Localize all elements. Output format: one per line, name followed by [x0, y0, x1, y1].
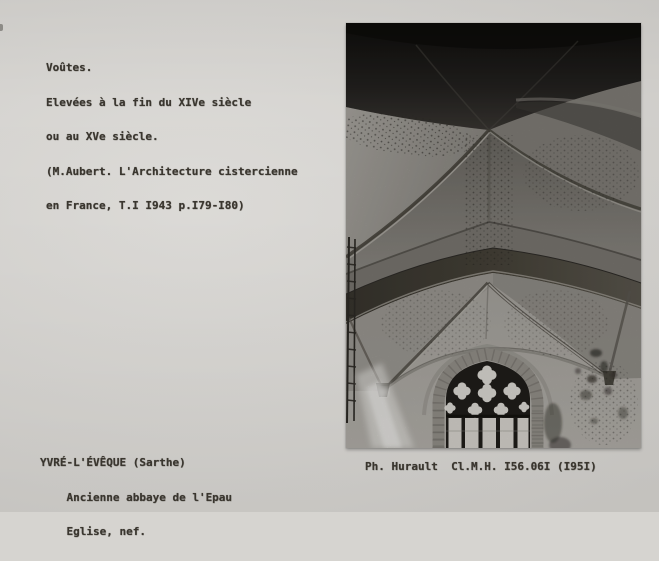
nave-photograph	[346, 23, 641, 448]
annotation-top	[46, 39, 298, 235]
annotation-line: Eglise, nef.	[40, 525, 146, 538]
annotation-line: Elevées à la fin du XIVe siècle	[46, 95, 252, 109]
annotation-line: YVRÉ-L'ÉVÊQUE (Sarthe)	[40, 456, 186, 469]
annotation-line: (M.Aubert. L'Architecture cistercienne	[46, 164, 298, 178]
annotation-line: Voûtes.	[46, 61, 93, 74]
card-blemish	[0, 24, 3, 31]
annotation-location	[40, 434, 232, 561]
vault-photo-svg	[346, 23, 641, 448]
annotation-line: en France, T.I I943 p.I79-I80)	[46, 199, 245, 212]
annotation-line: ou au XVe siècle.	[46, 130, 159, 143]
photo-caption: Ph. Hurault Cl.M.H. I56.06I (I95I)	[365, 460, 597, 473]
annotation-line: Ancienne abbaye de l'Epau	[40, 490, 233, 504]
film-grain	[346, 23, 641, 448]
